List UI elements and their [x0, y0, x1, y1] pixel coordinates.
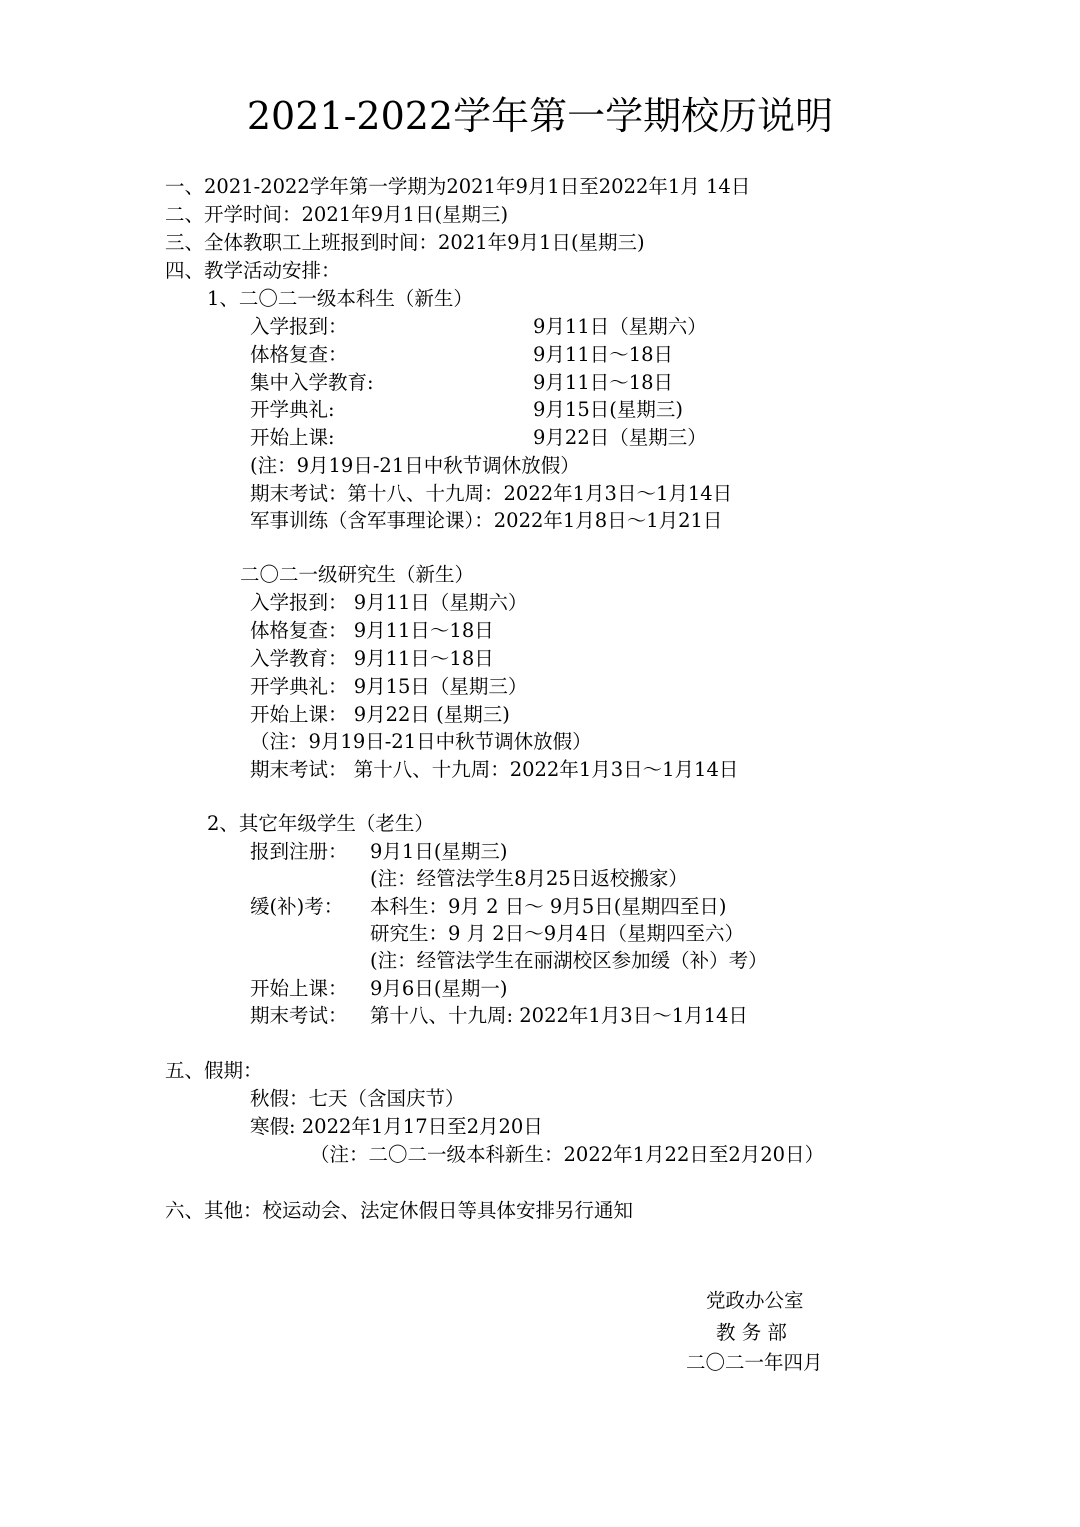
- signature-date: 二〇二一年四月: [686, 1351, 823, 1374]
- schedule-value: 9月11日～18日: [533, 371, 674, 394]
- schedule-row: 入学教育： 9月11日～18日: [250, 647, 494, 670]
- schedule-row: 开始上课： 9月22日 (星期三): [250, 703, 510, 726]
- holiday-note: （注：二〇二一级本科新生：2022年1月22日至2月20日）: [310, 1143, 825, 1166]
- schedule-label: 开始上课：: [250, 977, 348, 1000]
- schedule-value: 9月11日～18日: [533, 343, 674, 366]
- schedule-label: 入学报到：: [250, 315, 348, 338]
- schedule-row: 入学报到： 9月11日（星期六）: [250, 591, 528, 614]
- schedule-label: 期末考试：: [250, 1004, 348, 1027]
- schedule-value: 第十八、十九周: 2022年1月3日～1月14日: [370, 1004, 748, 1027]
- schedule-value: 9月15日(星期三): [533, 398, 683, 421]
- signature-office: 党政办公室: [706, 1289, 804, 1312]
- schedule-note: (注：经管法学生8月25日返校搬家）: [370, 867, 688, 890]
- graduate-exam: 期末考试： 第十八、十九周：2022年1月3日～1月14日: [250, 758, 739, 781]
- schedule-value: 9月1日(星期三): [370, 840, 508, 863]
- section-2: 二、开学时间：2021年9月1日(星期三): [165, 203, 509, 226]
- graduate-note: （注：9月19日-21日中秋节调休放假）: [250, 730, 592, 753]
- schedule-row: 开学典礼： 9月15日（星期三）: [250, 675, 528, 698]
- holiday-autumn: 秋假：七天（含国庆节）: [250, 1087, 465, 1110]
- section-3: 三、全体教职工上班报到时间：2021年9月1日(星期三): [165, 231, 645, 254]
- schedule-label: 缓(补)考：: [250, 895, 344, 918]
- signature-dept: 教 务 部: [716, 1321, 787, 1344]
- undergrad-exam: 期末考试：第十八、十九周：2022年1月3日～1月14日: [250, 482, 733, 505]
- undergrad-note: (注：9月19日-21日中秋节调休放假）: [250, 454, 580, 477]
- returning-heading: 2、其它年级学生（老生）: [207, 812, 434, 835]
- page-title: 2021-2022学年第一学期校历说明: [246, 94, 834, 138]
- graduate-heading: 二〇二一级研究生（新生）: [240, 563, 475, 586]
- schedule-label: 体格复查：: [250, 343, 348, 366]
- schedule-value: 9月6日(星期一): [370, 977, 508, 1000]
- schedule-label: 集中入学教育:: [250, 371, 374, 394]
- section-6: 六、其他：校运动会、法定休假日等具体安排另行通知: [165, 1199, 634, 1222]
- section-1: 一、2021-2022学年第一学期为2021年9月1日至2022年1月 14日: [165, 175, 751, 198]
- schedule-value: 9月11日（星期六）: [533, 315, 707, 338]
- holiday-winter: 寒假: 2022年1月17日至2月20日: [250, 1115, 543, 1138]
- schedule-value: 研究生：9 月 2日～9月4日（星期四至六）: [370, 922, 745, 945]
- schedule-value: 9月22日（星期三）: [533, 426, 707, 449]
- schedule-label: 报到注册：: [250, 840, 348, 863]
- schedule-label: 开始上课:: [250, 426, 335, 449]
- undergrad-military: 军事训练（含军事理论课）：2022年1月8日～1月21日: [250, 509, 723, 532]
- schedule-value: 本科生：9月 2 日～ 9月5日(星期四至日): [370, 895, 727, 918]
- section-4: 四、教学活动安排：: [165, 259, 341, 282]
- schedule-label: 开学典礼:: [250, 398, 335, 421]
- undergrad-heading: 1、二〇二一级本科生（新生）: [207, 287, 473, 310]
- section-5: 五、假期：: [165, 1059, 263, 1082]
- schedule-note: (注：经管法学生在丽湖校区参加缓（补）考）: [370, 949, 768, 972]
- schedule-row: 体格复查： 9月11日～18日: [250, 619, 494, 642]
